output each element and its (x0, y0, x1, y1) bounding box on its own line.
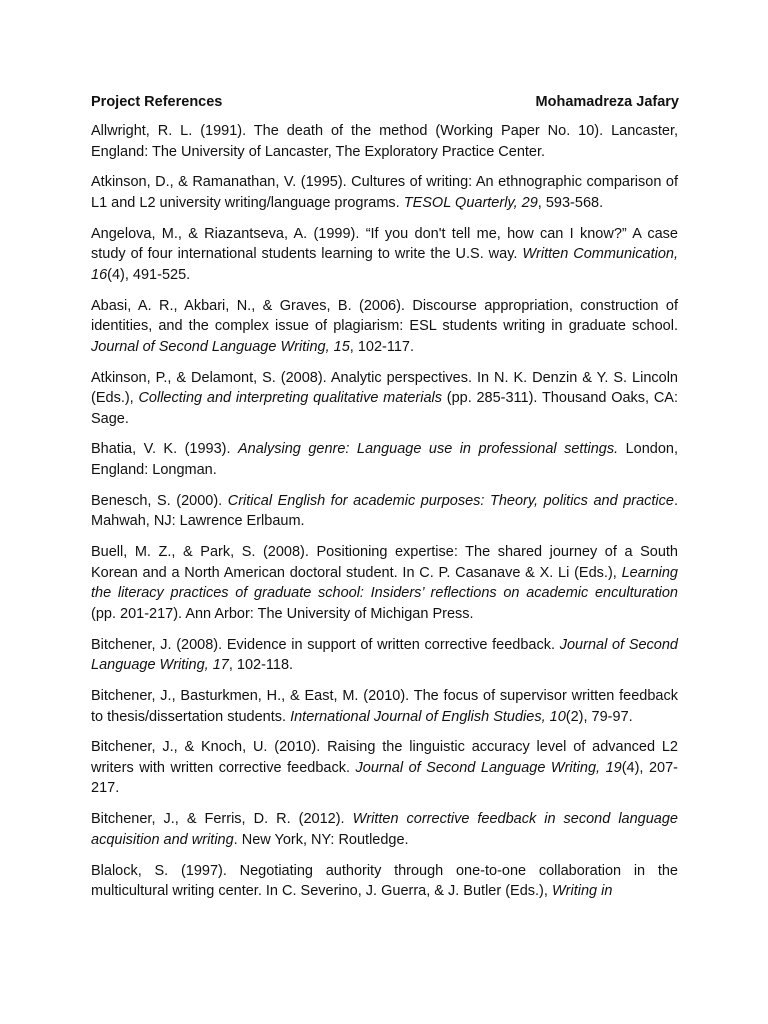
reference-text: Bitchener, J., & Knoch, U. (2010). Raising the linguistic accuracy level of advanced L2 writers with written corrective feedback. (91, 739, 678, 776)
reference-entry (91, 121, 678, 162)
reference-entry (91, 686, 678, 727)
document-header (91, 92, 679, 112)
reference-entry (91, 439, 678, 480)
reference-text: Atkinson, P., & Delamont, S. (2008). Analytic perspectives. In N. K. Denzin & Y. S. Lincoln (Eds.), (91, 369, 678, 407)
reference-italic-text: Learning the literacy practices of graduate school: Insiders’ reflections on academic enculturation (91, 564, 678, 602)
reference-italic-text: Collecting and interpreting qualitative materials (138, 390, 442, 407)
reference-text: (2), 79-97. (565, 708, 633, 725)
reference-text: Angelova, M., & Riazantseva, A. (1999). “If you don't tell me, how can I know?” A case study of four international students learning to write the U.S. way. (91, 225, 678, 263)
reference-text: Bhatia, V. K. (1993). (91, 441, 238, 458)
reference-entry (91, 861, 678, 902)
reference-text: , 593-568. (537, 194, 604, 211)
reference-entry (91, 296, 678, 358)
reference-text: . New York, NY: Routledge. (233, 831, 409, 848)
reference-text: Bitchener, J., & Ferris, D. R. (2012). (91, 811, 353, 828)
reference-italic-text: Journal of Second Language Writing, 15 (91, 338, 350, 355)
reference-italic-text: Critical English for academic purposes: Theory, politics and practice (227, 492, 674, 509)
reference-text: , 102-117. (349, 338, 414, 355)
author-name: Mohamadreza Jafary (535, 94, 679, 110)
reference-entry (91, 737, 678, 799)
reference-entry (91, 491, 678, 532)
reference-entry (91, 368, 678, 430)
reference-italic-text: Written Communication, 16 (91, 246, 678, 283)
reference-entry (91, 172, 678, 213)
reference-text: Abasi, A. R., Akbari, N., & Graves, B. (2006). Discourse appropriation, construction of identities, and the complex issue of plagiarism: ESL students writing in graduate school. (91, 297, 678, 335)
reference-italic-text: Writing in (551, 883, 613, 900)
reference-entry (91, 809, 678, 850)
reference-text: Buell, M. Z., & Park, S. (2008). Positioning expertise: The shared journey of a South Korean and a North American doctoral student. In C. P. Casanave & X. Li (Eds.), (91, 544, 678, 581)
reference-text: Blalock, S. (1997). Negotiating authority through one-to-one collaboration in the multicultural writing center. In C. Severino, J. Guerra, & J. Butler (Eds.), (91, 862, 678, 900)
reference-italic-text: Journal of Second Language Writing, 17 (91, 636, 678, 674)
reference-italic-text: TESOL Quarterly, 29 (403, 194, 538, 211)
reference-entry (91, 635, 678, 676)
reference-italic-text: Written corrective feedback in second language acquisition and writing (91, 811, 678, 848)
page-title: Project References (91, 94, 223, 110)
reference-italic-text: Analysing genre: Language use in professional settings. (238, 441, 619, 458)
reference-text: Bitchener, J., Basturkmen, H., & East, M. (2010). The focus of supervisor written feedback to thesis/dissertation students. (91, 688, 678, 725)
reference-text: (pp. 285-311). Thousand Oaks, CA: Sage. (91, 390, 678, 427)
reference-italic-text: International Journal of English Studies, 10 (290, 708, 566, 725)
reference-text: (4), 491-525. (107, 266, 191, 283)
reference-text: (4), 207-217. (91, 759, 678, 797)
reference-text: Benesch, S. (2000). (91, 492, 228, 509)
reference-text: Atkinson, D., & Ramanathan, V. (1995). Cultures of writing: An ethnographic comparison of L1 and L2 university writing/language programs. (91, 174, 678, 211)
reference-text: (pp. 201-217). Ann Arbor: The University of Michigan Press. (91, 605, 474, 622)
reference-italic-text: Journal of Second Language Writing, 19 (355, 759, 622, 776)
reference-text: Allwright, R. L. (1991). The death of the method (Working Paper No. 10). Lancaster, England: The University of Lancaster, The Exploratory Practice Center. (91, 123, 678, 160)
reference-text: . Mahwah, NJ: Lawrence Erlbaum. (91, 492, 678, 530)
reference-list (91, 121, 678, 912)
reference-text: , 102-118. (228, 657, 294, 674)
reference-entry (91, 224, 678, 286)
reference-text: Bitchener, J. (2008). Evidence in support of written corrective feedback. (91, 636, 560, 653)
reference-entry (91, 542, 678, 624)
reference-text: London, England: Longman. (91, 441, 678, 478)
